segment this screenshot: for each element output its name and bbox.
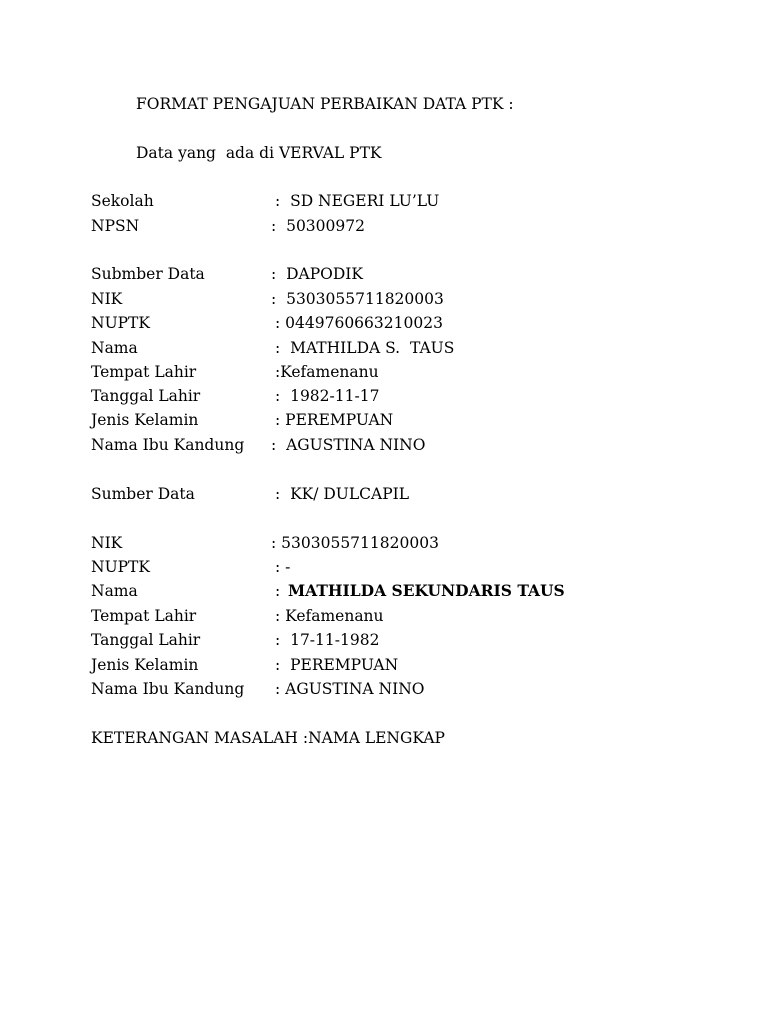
verval-tempat-value: :Kefamenanu: [275, 363, 379, 381]
verval-ibu-label: Nama Ibu Kandung: [91, 436, 245, 454]
verval-source-value: : DAPODIK: [271, 265, 363, 283]
kk-nik-value: : 5303055711820003: [271, 534, 439, 552]
sekolah-label: Sekolah: [91, 192, 154, 210]
kk-nuptk-label: NUPTK: [91, 558, 150, 576]
npsn-label: NPSN: [91, 217, 140, 235]
verval-nama-value: : MATHILDA S. TAUS: [275, 339, 455, 357]
verval-nama-label: Nama: [91, 339, 138, 357]
npsn-value: : 50300972: [271, 217, 365, 235]
keterangan-masalah: KETERANGAN MASALAH :NAMA LENGKAP: [91, 729, 445, 747]
verval-nik-label: NIK: [91, 290, 123, 308]
verval-jk-value: : PEREMPUAN: [275, 411, 394, 429]
kk-tempat-value: : Kefamenanu: [275, 607, 384, 625]
kk-tanggal-value: : 17-11-1982: [275, 631, 380, 649]
verval-tanggal-value: : 1982-11-17: [275, 387, 380, 405]
kk-source-label: Sumber Data: [91, 485, 195, 503]
kk-tanggal-label: Tanggal Lahir: [91, 631, 201, 649]
verval-ibu-value: : AGUSTINA NINO: [271, 436, 426, 454]
verval-nik-value: : 5303055711820003: [271, 290, 444, 308]
kk-jk-value: : PEREMPUAN: [275, 656, 399, 674]
kk-jk-label: Jenis Kelamin: [91, 656, 199, 674]
kk-nama-value: MATHILDA SEKUNDARIS TAUS: [288, 581, 565, 600]
kk-nama-label: Nama: [91, 582, 138, 600]
verval-tanggal-label: Tanggal Lahir: [91, 387, 201, 405]
verval-source-label: Submber Data: [91, 265, 205, 283]
kk-ibu-label: Nama Ibu Kandung: [91, 680, 245, 698]
verval-tempat-label: Tempat Lahir: [91, 363, 197, 381]
kk-nik-label: NIK: [91, 534, 123, 552]
kk-tempat-label: Tempat Lahir: [91, 607, 197, 625]
kk-nama-colon: :: [275, 582, 281, 600]
verval-nuptk-label: NUPTK: [91, 314, 150, 332]
sekolah-value: : SD NEGERI LU’LU: [275, 192, 440, 210]
verval-jk-label: Jenis Kelamin: [91, 411, 199, 429]
kk-nuptk-value: : -: [275, 558, 291, 576]
kk-ibu-value: : AGUSTINA NINO: [275, 680, 425, 698]
document-title: FORMAT PENGAJUAN PERBAIKAN DATA PTK :: [136, 95, 514, 113]
document-subtitle: Data yang ada di VERVAL PTK: [136, 144, 382, 162]
kk-source-value: : KK/ DULCAPIL: [275, 485, 410, 503]
verval-nuptk-value: : 0449760663210023: [275, 314, 443, 332]
